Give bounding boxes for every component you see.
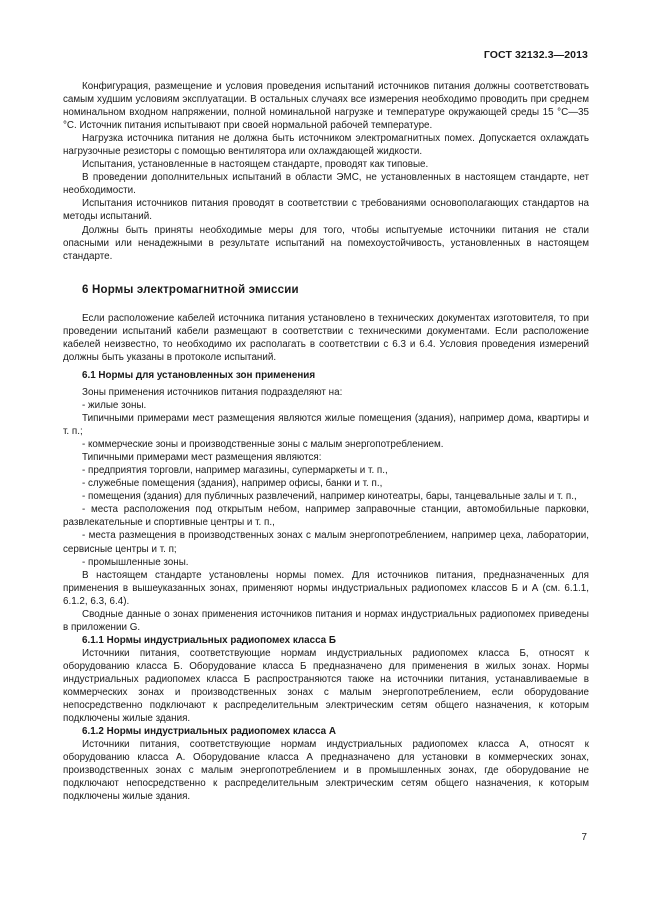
section-6-1-2-paragraph: Источники питания, соответствующие нормам индустриальных радиопомех класса А, относят к оборудованию класса А. Оборудование класса А предназначено для установки в коммерческих зонах, производственных зонах с малым энергопотреблением и в промышленных зонах, где оборудование не подключают непосредственно к распределительным электрическим сетям общего назначения, к которым подключены жилые здания.	[63, 739, 589, 803]
section-6-1-line: В настоящем стандарте установлены нормы помех. Для источников питания, предназначенных для применения в вышеуказанных зонах, применяют нормы индустриальных радиопомех классов Б и А (см. 6.1.1, 6.1.2, 6.3, 6.4).	[63, 569, 589, 607]
section-6-1-1-title: 6.1.1 Нормы индустриальных радиопомех класса Б	[82, 634, 336, 646]
section-6-1-title: 6.1 Нормы для установленных зон применения	[82, 369, 316, 381]
page-content	[63, 80, 589, 803]
section-6-1-line: - места расположения под открытым небом, например заправочные станции, автомобильные парковки, развлекательные и спортивные центры и т. п.,	[63, 504, 589, 529]
section-6-paragraph: Если расположение кабелей источника питания установлено в технических документах изготовителя, то при проведении испытаний кабели размещают в соответствии с техническими документами. Если расположение кабелей неизвестно, то необходимо их располагать в соответствии с 6.3 и 6.4. Условия проведения измерений должны быть указаны в протоколе испытаний.	[63, 312, 589, 363]
section-6-1-line: - места размещения в производственных зонах с малым энергопотреблением, например цеха, лаборатории, сервисные центры и т. п;	[63, 530, 589, 555]
intro-paragraph: Конфигурация, размещение и условия проведения испытаний источников питания должны соответствовать самым худшим условиям эксплуатации. В остальных случаях все измерения необходимо проводить при среднем номинальном входном напряжении, полной номинальной нагрузке и температуре окружающей среды 15 °С—35 °С. Источник питания испытывают при своей нормальной рабочей температуре.	[63, 81, 589, 132]
page-number: 7	[581, 832, 587, 843]
intro-paragraph: Испытания источников питания проводят в соответствии с требованиями основополагающих стандартов на методы испытаний.	[63, 198, 589, 223]
section-6-1-1-paragraph: Источники питания, соответствующие нормам индустриальных радиопомех класса Б, относят к оборудованию класса Б. Оборудование класса Б предназначено для применения в жилых зонах. Нормы индустриальных радиопомех класса Б распространяются также на источники питания, устанавливаемые в коммерческих зонах и производственных зонах с малым энергопотреблением, если оборудование непосредственно подключают к распределительным электрическим сетям общего назначения, к которым подключены жилые здания.	[63, 647, 589, 725]
standard-designation: ГОСТ 32132.3—2013	[483, 49, 588, 61]
section-6-1-line: Типичными примерами мест размещения являются жилые помещения (здания), например дома, квартиры и т. п.;	[63, 413, 589, 438]
section-6-1-line: - коммерческие зоны и производственные зоны с малым энергопотреблением.	[82, 439, 444, 451]
intro-paragraph: Нагрузка источника питания не должна быть источником электромагнитных помех. Допускается охлаждать нагрузочные резисторы с помощью вентилятора или охлаждающей жидкости.	[63, 133, 589, 158]
section-6-1-line: - жилые зоны.	[82, 399, 147, 411]
intro-paragraph: Должны быть приняты необходимые меры для того, чтобы испытуемые источники питания не стали опасными или ненадежными в результате испытаний на помехоустойчивость, установленных в настоящем стандарте.	[63, 224, 589, 262]
section-6-1-line: - предприятия торговли, например магазины, супермаркеты и т. п.,	[82, 465, 388, 477]
section-6-title: 6 Нормы электромагнитной эмиссии	[82, 283, 299, 296]
intro-paragraph: Испытания, установленные в настоящем стандарте, проводят как типовые.	[82, 159, 429, 171]
section-6-1-line: - служебные помещения (здания), например офисы, банки и т. п.,	[82, 478, 383, 490]
section-6-1-line: Типичными примерами мест размещения являются:	[82, 452, 322, 464]
intro-paragraph: В проведении дополнительных испытаний в области ЭМС, не установленных в настоящем стандарте, нет необходимости.	[63, 172, 589, 197]
section-6-1-line: - помещения (здания) для публичных развлечений, например кинотеатры, бары, танцевальные залы и т. п.,	[82, 491, 577, 503]
section-6-1-2-title: 6.1.2 Нормы индустриальных радиопомех класса А	[82, 726, 336, 738]
section-6-1-line: Зоны применения источников питания подразделяют на:	[82, 386, 343, 398]
section-6-1-line: - промышленные зоны.	[82, 556, 189, 568]
section-6-1-line: Сводные данные о зонах применения источников питания и нормах индустриальных радиопомех приведены в приложении G.	[63, 608, 589, 633]
